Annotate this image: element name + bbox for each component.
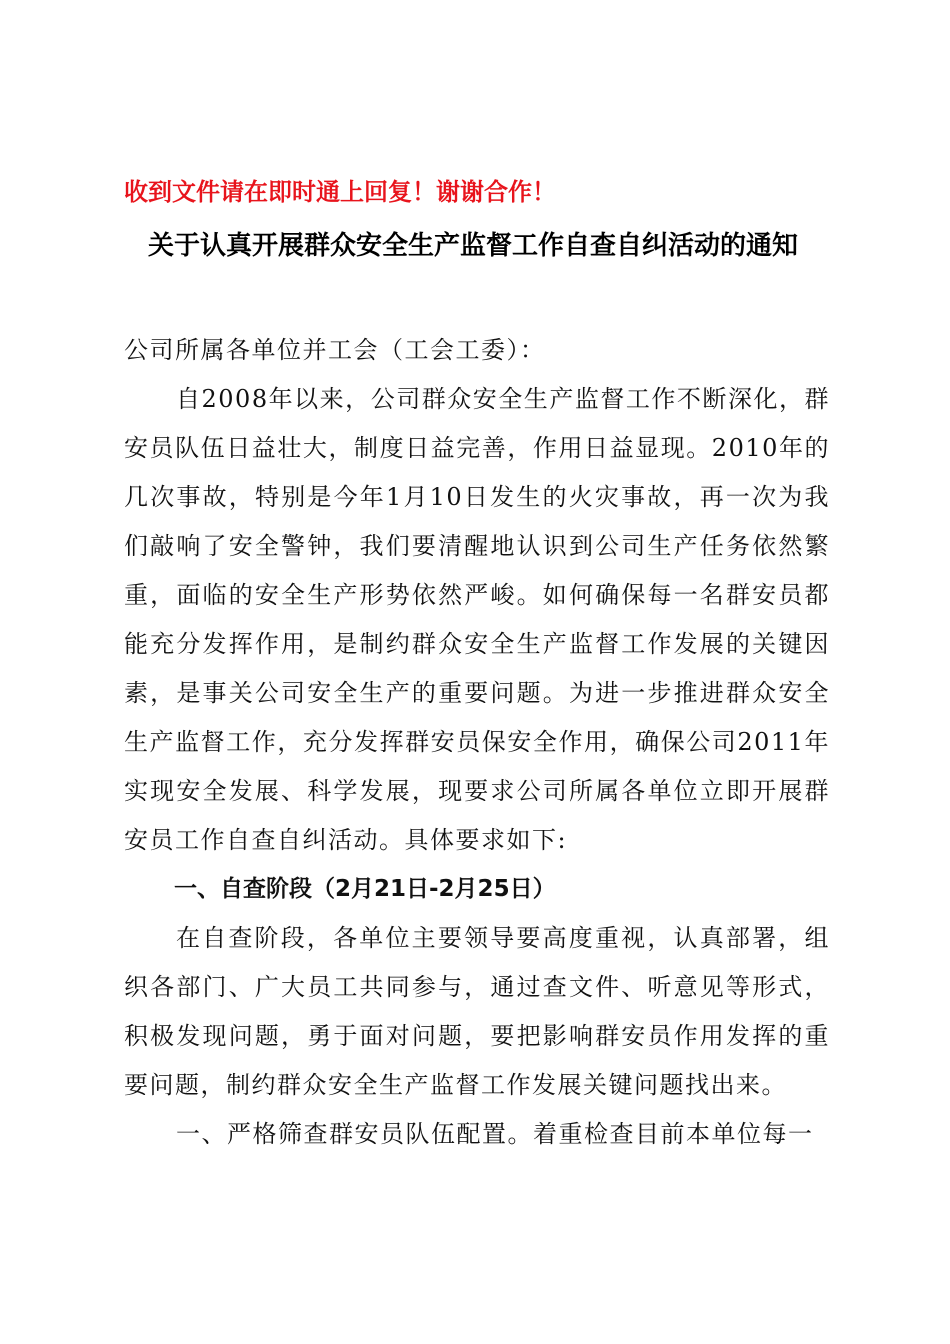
- item-paragraph: 一、严格筛查群安员队伍配置。着重检查目前本单位每一: [176, 1120, 814, 1148]
- section-paragraph: 在自查阶段，各单位主要领导要高度重视，认真部署，组织各部门、广大员工共同参与，通过查文件、听意见等形式，积极发现问题，勇于面对问题，要把影响群安员作用发挥的重要问题，制约群众安全生产监督工作发展关键问题找出来。: [124, 924, 830, 1099]
- salutation: 公司所属各单位并工会（工会工委）：: [124, 336, 546, 364]
- document-title: 关于认真开展群众安全生产监督工作自查自纠活动的通知: [148, 231, 799, 261]
- intro-paragraph: 自2008年以来，公司群众安全生产监督工作不断深化，群安员队伍日益壮大，制度日益完善，作用日益显现。2010年的几次事故，特别是今年1月10日发生的火灾事故，再一次为我们敲响了安全警钟，我们要清醒地认识到公司生产任务依然繁重，面临的安全生产形势依然严峻。如何确保每一名群安员都能充分发挥作用，是制约群众安全生产监督工作发展的关键因素，是事关公司安全生产的重要问题。为进一步推进群众安全生产监督工作，充分发挥群安员保安全作用，确保公司2011年实现安全发展、科学发展，现要求公司所属各单位立即开展群安员工作自查自纠活动。具体要求如下:: [124, 385, 830, 854]
- document-body: [124, 326, 830, 1159]
- reply-notice: 收到文件请在即时通上回复！谢谢合作！: [124, 177, 556, 206]
- section-heading: 一、自查阶段（2月21日-2月25日）: [174, 876, 556, 902]
